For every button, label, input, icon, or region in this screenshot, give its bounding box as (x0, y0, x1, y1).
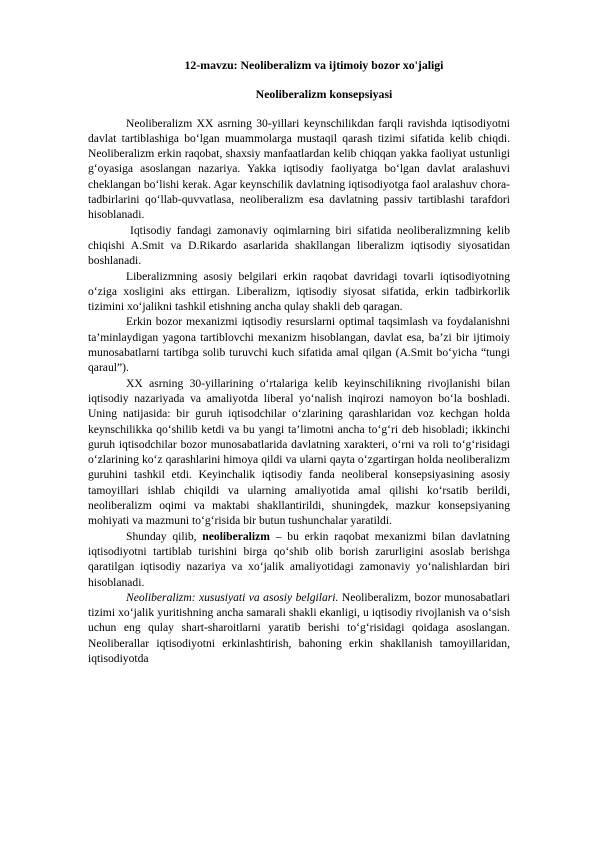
paragraph-summary (88, 529, 510, 590)
paragraph-4: Erkin bozor mexanizmi iqtisodiy resurslarni optimal taqsimlash va foydalanishni ta’minlaydigan yagona tartiblovchi mexanizm hisoblangan, davlat esa, ba’zi bir ijtimoiy munosabatlarni tartibga solib turuvchi kuch sifatida amal qilgan (A.Smit boʻyicha “tungi qaraul”). (88, 315, 510, 375)
final-rest: Neoliberalizm, bozor munosabatlari tizimi xoʻjalik yuritishning ancha samarali shakli ekanligi, u iqtisodiy rivojlanish va oʻsish uchun eng qulay shart-sharoitlarni yaratib berishi toʻgʻrisidagi qoidaga asoslangan. Neoliberallar iqtisodiyotni erkinlashtirish, bahoning erkin shakllanish tamoyillaridan, iqtisodiyotda (88, 590, 510, 665)
paragraph-1: Neoliberalizm XX asrning 30-yillari keynschilikdan farqli ravishda iqtisodiyotni davlat tartiblashiga boʻlgan muammolarga mustaqil qarash tizimi sifatida kelib chiqdi. Neoliberalizm erkin raqobat, shaxsiy manfaatlardan kelib chiqqan yakka faoliyat ustunligi gʻoyasiga asoslangan nazariya. Yakka iqtisodiy faoliyatga boʻlgan davlat aralashuvi cheklangan boʻlishi kerak. Agar keynschilik davlatning iqtisodiyotga faol aralashuv chora-tadbirlarini qoʻllab-quvvatlasa, neoliberalizm esa davlatning passiv tartiblashi tarafdori hisoblanadi. (88, 116, 510, 222)
summary-rest: – bu erkin raqobat mexanizmi bilan davlatning iqtisodiyotni tartiblab turishini birga qoʻshib olib borish zarurligini asoslab berishga qaratilgan iqtisodiy nazariya va xoʻjalik amaliyotidagi zamonaviy yoʻnalishlardan biri hisoblanadi. (88, 529, 510, 589)
paragraph-3: Liberalizmning asosiy belgilari erkin raqobat davridagi tovarli iqtisodiyotning oʻziga xosligini aks ettirgan. Liberalizm, iqtisodiy siyosat sifatida, erkin tadbirkorlik tizimini xoʻjalikni tashkil etishning ancha qulay shakli deb qaragan. (88, 269, 510, 314)
document-title: 12-mavzu: Neoliberalizm va ijtimoiy bozor xo'jaligi (184, 58, 444, 72)
paragraph-2: Iqtisodiy fandagi zamonaviy oqimlarning biri sifatida neoliberalizmning kelib chiqishi A.Smit va D.Rikardo asarlarida shakllangan liberalizm iqtisodiy siyosatidan boshlanadi. (88, 223, 510, 268)
final-italic-heading: Neoliberalizm: xususiyati va asosiy belgilari. (126, 590, 339, 604)
section-subtitle: Neoliberalizm konsepsiyasi (255, 87, 393, 102)
paragraph-final (88, 590, 510, 666)
summary-keyword: neoliberalizm (202, 529, 270, 543)
paragraph-5: XX asrning 30-yillarining oʻrtalariga kelib keyinschilikning rivojlanishi bilan iqtisodiy nazariyada va amaliyotda liberal yoʻnalish inqirozi namoyon boʻla boshladi. Uning natijasida: bir guruh iqtisodchilar oʻzlarining qarashlaridan voz kechgan holda keynschilikka qoʻshilib ketdi va bu yangi ta’limotni ancha toʻgʻri deb hisobladi; ikkinchi guruh iqtisodchilar bozor munosabatlarida davlatning xarakteri, oʻrni va roli toʻgʻrisidagi oʻzlarining koʻz qarashlarini himoya qildi va ularni qayta oʻzgartirgan holda neoliberalizm guruhini tashkil etdi. Keyinchalik iqtisodiy fanda neoliberal konsepsiyasining asosiy tamoyillari ishlab chiqildi va ularning amaliyotida amal qilishi koʻrsatib berildi, neoliberalizm oqimi va maktabi shakllantirildi, shuningdek, mazkur konsepsiyaning mohiyati va mazmuni toʻgʻrisida bir butun tushunchalar yaratildi. (88, 376, 510, 528)
summary-lead: Shunday qilib, (126, 529, 197, 543)
